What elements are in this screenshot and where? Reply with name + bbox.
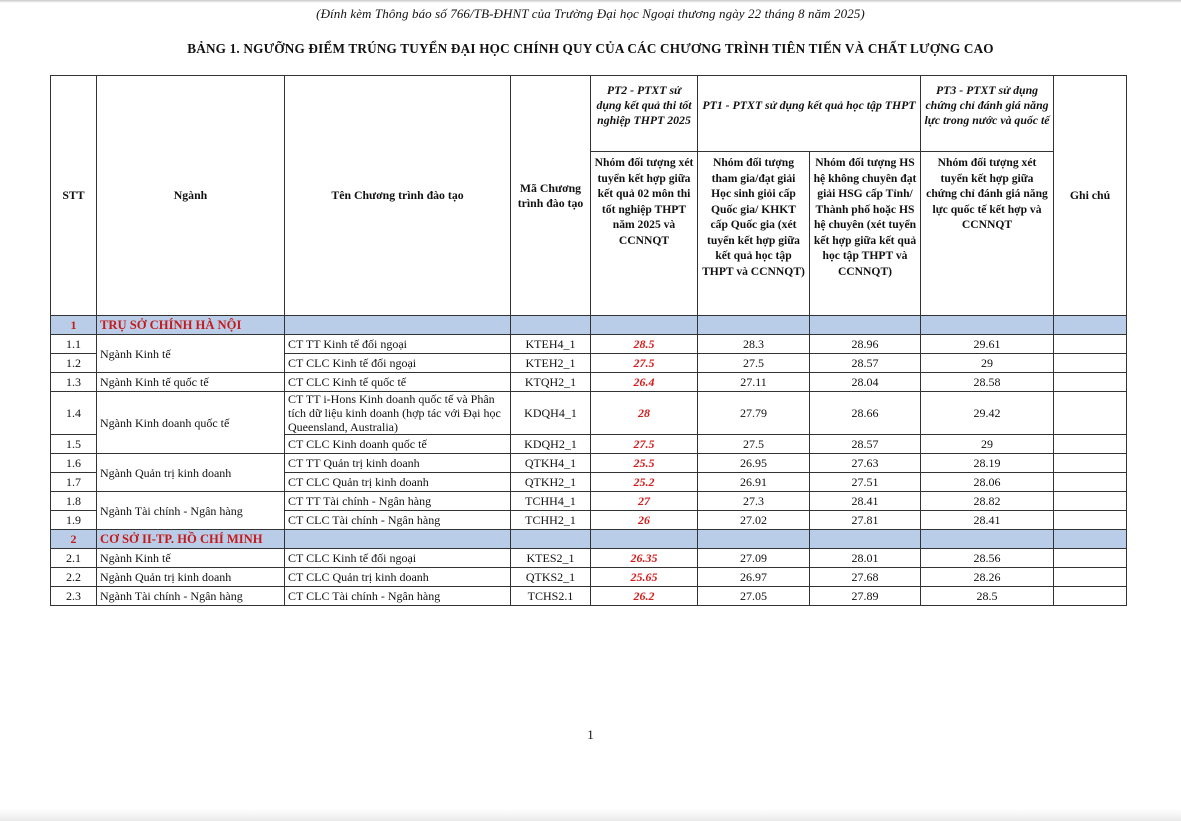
row-pt1b-score: 28.57 [810, 435, 921, 454]
row-stt: 1.3 [51, 373, 97, 392]
attachment-note: (Đính kèm Thông báo số 766/TB-ĐHNT của Trường Đại học Ngoại thương ngày 22 tháng 8 năm 2025) [316, 6, 865, 21]
row-note [1054, 373, 1127, 392]
header-pt2: PT2 - PTXT sử dụng kết quả thi tốt nghiệp THPT 2025 [591, 76, 698, 152]
row-pt1a-score: 28.3 [698, 335, 810, 354]
row-pt3-score: 28.58 [921, 373, 1054, 392]
row-pt1a-score: 27.05 [698, 587, 810, 606]
row-program: CT CLC Kinh tế đối ngoại [285, 549, 511, 568]
row-program: CT TT Quản trị kinh doanh [285, 454, 511, 473]
row-pt2-score: 27 [591, 492, 698, 511]
row-stt: 1.2 [51, 354, 97, 373]
row-pt1a-score: 27.09 [698, 549, 810, 568]
admission-score-table [50, 75, 1127, 606]
section-name: TRỤ SỞ CHÍNH HÀ NỘI [97, 316, 285, 335]
row-note [1054, 473, 1127, 492]
row-pt1b-score: 28.66 [810, 392, 921, 435]
row-stt: 2.2 [51, 568, 97, 587]
section-number: 2 [51, 530, 97, 549]
row-major: Ngành Kinh tế [97, 549, 285, 568]
table-row [51, 454, 1127, 473]
header-pt1-group-b: Nhóm đối tượng HS hệ không chuyên đạt giải HSG cấp Tỉnh/ Thành phố hoặc HS hệ chuyên (xét tuyển kết hợp giữa kết quả học tập THPT và CCNNQT) [810, 152, 921, 316]
row-pt1a-score: 27.02 [698, 511, 810, 530]
row-note [1054, 354, 1127, 373]
row-code: TCHH4_1 [511, 492, 591, 511]
table-row [51, 568, 1127, 587]
header-program-code: Mã Chương trình đào tạo [511, 76, 591, 316]
row-program: CT TT Tài chính - Ngân hàng [285, 492, 511, 511]
row-note [1054, 511, 1127, 530]
row-program: CT CLC Tài chính - Ngân hàng [285, 511, 511, 530]
row-code: KDQH2_1 [511, 435, 591, 454]
row-major: Ngành Kinh tế [97, 335, 285, 373]
row-pt2-score: 27.5 [591, 435, 698, 454]
table-row [51, 587, 1127, 606]
row-pt2-score: 28 [591, 392, 698, 435]
row-note [1054, 335, 1127, 354]
row-program: CT CLC Kinh doanh quốc tế [285, 435, 511, 454]
row-pt1b-score: 28.96 [810, 335, 921, 354]
row-stt: 1.5 [51, 435, 97, 454]
row-stt: 1.4 [51, 392, 97, 435]
row-major: Ngành Tài chính - Ngân hàng [97, 587, 285, 606]
row-stt: 2.3 [51, 587, 97, 606]
row-pt1b-score: 28.41 [810, 492, 921, 511]
row-pt1b-score: 28.57 [810, 354, 921, 373]
row-pt2-score: 25.65 [591, 568, 698, 587]
row-pt1a-score: 27.5 [698, 435, 810, 454]
page-bottom-edge [0, 809, 1181, 821]
row-pt1a-score: 26.91 [698, 473, 810, 492]
table-row [51, 392, 1127, 435]
row-code: TCHS2.1 [511, 587, 591, 606]
row-pt1a-score: 27.11 [698, 373, 810, 392]
row-pt1a-score: 26.97 [698, 568, 810, 587]
row-note [1054, 454, 1127, 473]
row-pt3-score: 28.5 [921, 587, 1054, 606]
row-code: KTEH4_1 [511, 335, 591, 354]
row-major: Ngành Quản trị kinh doanh [97, 454, 285, 492]
row-program: CT TT i-Hons Kinh doanh quốc tế và Phân tích dữ liệu kinh doanh (hợp tác với Đại học Queensland, Australia) [285, 392, 511, 435]
header-pt1-group-a: Nhóm đối tượng tham gia/đạt giải Học sinh giỏi cấp Quốc gia/ KHKT cấp Quốc gia (xét tuyển kết hợp giữa kết quả học tập THPT và CCNNQT) [698, 152, 810, 316]
row-pt1b-score: 28.01 [810, 549, 921, 568]
row-code: QTKH4_1 [511, 454, 591, 473]
header-pt1: PT1 - PTXT sử dụng kết quả học tập THPT [698, 76, 921, 152]
row-pt2-score: 26.35 [591, 549, 698, 568]
row-program: CT CLC Quản trị kinh doanh [285, 568, 511, 587]
row-pt1a-score: 27.5 [698, 354, 810, 373]
table-row [51, 549, 1127, 568]
section-row [51, 316, 1127, 335]
row-pt2-score: 26.2 [591, 587, 698, 606]
row-pt2-score: 27.5 [591, 354, 698, 373]
row-code: QTKH2_1 [511, 473, 591, 492]
row-note [1054, 492, 1127, 511]
header-program-name: Tên Chương trình đào tạo [285, 76, 511, 316]
row-note [1054, 392, 1127, 435]
row-pt1b-score: 27.81 [810, 511, 921, 530]
row-pt3-score: 28.26 [921, 568, 1054, 587]
cropped-top-edge [0, 0, 1181, 3]
row-pt3-score: 29 [921, 435, 1054, 454]
table-row [51, 373, 1127, 392]
row-major: Ngành Kinh tế quốc tế [97, 373, 285, 392]
row-major: Ngành Quản trị kinh doanh [97, 568, 285, 587]
row-major: Ngành Kinh doanh quốc tế [97, 392, 285, 454]
row-code: KTEH2_1 [511, 354, 591, 373]
row-code: TCHH2_1 [511, 511, 591, 530]
header-pt3-group: Nhóm đối tượng xét tuyển kết hợp giữa chứng chỉ đánh giá năng lực quốc tế kết hợp và CCNNQT [921, 152, 1054, 316]
header-pt2-group: Nhóm đối tượng xét tuyển kết hợp giữa kết quả 02 môn thi tốt nghiệp THPT năm 2025 và CCNNQT [591, 152, 698, 316]
row-pt3-score: 29.42 [921, 392, 1054, 435]
row-stt: 1.6 [51, 454, 97, 473]
row-stt: 1.1 [51, 335, 97, 354]
row-code: KTQH2_1 [511, 373, 591, 392]
header-stt: STT [51, 76, 97, 316]
row-code: KTES2_1 [511, 549, 591, 568]
header-notes: Ghi chú [1054, 76, 1127, 316]
table-row [51, 335, 1127, 354]
header-pt3: PT3 - PTXT sử dụng chứng chỉ đánh giá năng lực trong nước và quốc tế [921, 76, 1054, 152]
row-note [1054, 435, 1127, 454]
row-stt: 1.7 [51, 473, 97, 492]
row-pt3-score: 28.82 [921, 492, 1054, 511]
row-pt3-score: 28.56 [921, 549, 1054, 568]
row-pt1b-score: 27.63 [810, 454, 921, 473]
row-pt3-score: 28.06 [921, 473, 1054, 492]
row-pt2-score: 25.5 [591, 454, 698, 473]
row-pt2-score: 26.4 [591, 373, 698, 392]
row-stt: 1.8 [51, 492, 97, 511]
row-pt2-score: 28.5 [591, 335, 698, 354]
section-number: 1 [51, 316, 97, 335]
row-major: Ngành Tài chính - Ngân hàng [97, 492, 285, 530]
row-pt3-score: 29 [921, 354, 1054, 373]
row-program: CT CLC Tài chính - Ngân hàng [285, 587, 511, 606]
row-program: CT CLC Kinh tế quốc tế [285, 373, 511, 392]
row-stt: 1.9 [51, 511, 97, 530]
row-program: CT CLC Kinh tế đối ngoại [285, 354, 511, 373]
row-note [1054, 549, 1127, 568]
row-pt3-score: 29.61 [921, 335, 1054, 354]
row-pt3-score: 28.19 [921, 454, 1054, 473]
row-note [1054, 587, 1127, 606]
row-pt1a-score: 26.95 [698, 454, 810, 473]
row-stt: 2.1 [51, 549, 97, 568]
table-row [51, 492, 1127, 511]
row-pt2-score: 25.2 [591, 473, 698, 492]
row-code: KDQH4_1 [511, 392, 591, 435]
section-name: CƠ SỞ II-TP. HỒ CHÍ MINH [97, 530, 285, 549]
row-pt1a-score: 27.79 [698, 392, 810, 435]
header-nganh: Ngành [97, 76, 285, 316]
row-code: QTKS2_1 [511, 568, 591, 587]
row-program: CT CLC Quản trị kinh doanh [285, 473, 511, 492]
row-pt1b-score: 27.68 [810, 568, 921, 587]
row-pt1b-score: 27.51 [810, 473, 921, 492]
row-pt3-score: 28.41 [921, 511, 1054, 530]
page-number: 1 [587, 727, 594, 742]
section-row [51, 530, 1127, 549]
row-pt1b-score: 27.89 [810, 587, 921, 606]
row-pt1a-score: 27.3 [698, 492, 810, 511]
row-pt1b-score: 28.04 [810, 373, 921, 392]
table-title: BẢNG 1. NGƯỠNG ĐIỂM TRÚNG TUYỂN ĐẠI HỌC CHÍNH QUY CỦA CÁC CHƯƠNG TRÌNH TIÊN TIẾN VÀ CHẤT LƯỢNG CAO [187, 41, 994, 56]
row-note [1054, 568, 1127, 587]
row-pt2-score: 26 [591, 511, 698, 530]
row-program: CT TT Kinh tế đối ngoại [285, 335, 511, 354]
